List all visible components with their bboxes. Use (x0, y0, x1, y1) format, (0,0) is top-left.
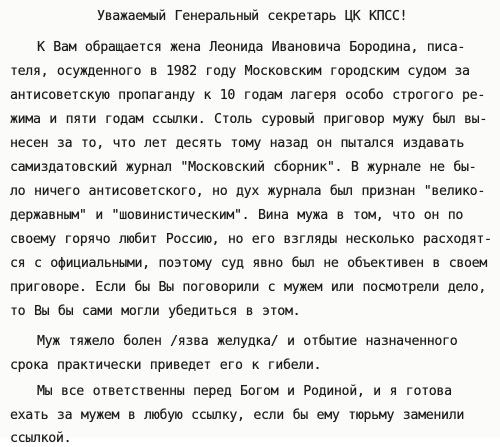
letter-line: своему горячо любит Россию, но его взгляды несколько расходят- (10, 232, 492, 247)
letter-salutation: Уважаемый Генеральный секретарь ЦК КПСС! (97, 9, 408, 24)
letter-line: Мы все ответственны перед Богом и Родиной, и я готова (37, 384, 452, 399)
letter-line: ссылкой. (10, 431, 72, 446)
letter-line: теля, осужденного в 1982 году Московским городским судом за (10, 64, 470, 79)
letter-line: антисоветскую пропаганду к 10 годам лагеря особо строгого ре- (10, 88, 485, 103)
letter-line: ехать за мужем в любую ссылку, если бы ему тюрьму заменили (10, 408, 465, 423)
letter-line: срока практически приведет его к гибели. (10, 358, 322, 373)
letter-line: К Вам обращается жена Леонида Ивановича Бородина, писа- (37, 40, 466, 55)
letter-line: Муж тяжело болен /язва желудка/ и отбытие назначенного (37, 334, 458, 349)
letter-line: самиздатовский журнал "Московский сборник". В журнале не бы- (10, 160, 477, 175)
letter-line: ло ничего антисоветского, но дух журнала был признан "велико- (10, 184, 485, 199)
letter-line: приговоре. Если бы Вы поговорили с мужем или посмотрели дело, (10, 280, 486, 295)
letter-line: жима и пяти годам ссылки. Столь суровый приговор мужу был вы- (10, 112, 487, 127)
letter-line: несен за то, что лет десять тому назад он пытался издавать (10, 136, 465, 151)
letter-line: державным" и "шовинистическим". Вина мужа в том, что он по (10, 208, 464, 223)
letter-line: ся с официальными, поэтому суд явно был не объективен в своем (10, 256, 487, 271)
letter-line: то Вы бы сами могли убедиться в этом. (10, 304, 301, 319)
